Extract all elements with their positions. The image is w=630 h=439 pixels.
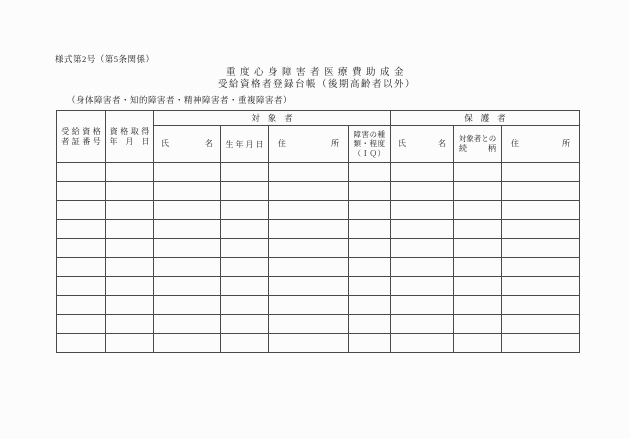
empty-cell (391, 182, 454, 201)
empty-cell (106, 220, 154, 239)
table-row (57, 220, 580, 239)
empty-cell (154, 315, 221, 334)
subtitle-disability-categories: （身体障害者・知的障害者・精神障害者・重複障害者） (67, 95, 293, 105)
empty-cell (106, 163, 154, 182)
table-header (57, 111, 580, 163)
empty-cell (391, 201, 454, 220)
empty-cell (154, 163, 221, 182)
empty-cell (269, 315, 349, 334)
header-cert-number-line1: 受給資格 (61, 126, 104, 136)
empty-cell (221, 296, 269, 315)
group-header-guardian: 保護者 (391, 111, 580, 126)
empty-cell (269, 239, 349, 258)
empty-cell (57, 182, 106, 201)
empty-cell (391, 315, 454, 334)
empty-cell (57, 296, 106, 315)
empty-cell (154, 182, 221, 201)
empty-cell (221, 239, 269, 258)
group-header-row (57, 111, 580, 126)
table-row (57, 315, 580, 334)
empty-cell (269, 163, 349, 182)
header-acquisition-line2: 年 月 日 (109, 136, 150, 146)
empty-cell (57, 163, 106, 182)
empty-cell (349, 163, 391, 182)
empty-cell (106, 277, 154, 296)
header-relation-line2: 続 柄 (459, 144, 497, 153)
empty-cell (349, 201, 391, 220)
header-cert-number (57, 111, 106, 163)
empty-cell (502, 220, 580, 239)
empty-cell (269, 277, 349, 296)
empty-cell (154, 201, 221, 220)
empty-cell (349, 334, 391, 353)
header-birth-date: 生年月日 (221, 126, 269, 163)
table-row (57, 201, 580, 220)
header-disability-type (349, 126, 391, 163)
empty-cell (106, 201, 154, 220)
table-row (57, 277, 580, 296)
header-guardian-address: 住 所 (502, 126, 580, 163)
table-row (57, 182, 580, 201)
empty-cell (391, 239, 454, 258)
empty-cell (269, 220, 349, 239)
empty-cell (391, 163, 454, 182)
empty-cell (154, 220, 221, 239)
empty-cell (154, 277, 221, 296)
empty-cell (502, 163, 580, 182)
empty-cell (502, 239, 580, 258)
empty-cell (349, 258, 391, 277)
table-body (57, 163, 580, 353)
group-header-target: 対象者 (154, 111, 391, 126)
header-target-address: 住 所 (269, 126, 349, 163)
empty-cell (57, 277, 106, 296)
empty-cell (349, 239, 391, 258)
empty-cell (57, 315, 106, 334)
empty-cell (502, 277, 580, 296)
empty-cell (391, 258, 454, 277)
registration-ledger-table (56, 110, 580, 353)
title-line-2: 受給資格者登録台帳（後期高齢者以外） (217, 80, 416, 90)
empty-cell (454, 201, 502, 220)
empty-cell (221, 315, 269, 334)
header-relation-line1: 対象者との (458, 134, 497, 143)
empty-cell (221, 334, 269, 353)
empty-cell (269, 258, 349, 277)
empty-cell (454, 239, 502, 258)
empty-cell (106, 258, 154, 277)
empty-cell (154, 296, 221, 315)
empty-cell (106, 239, 154, 258)
header-relation (454, 126, 502, 163)
empty-cell (106, 315, 154, 334)
empty-cell (349, 296, 391, 315)
empty-cell (221, 277, 269, 296)
empty-cell (269, 334, 349, 353)
empty-cell (106, 296, 154, 315)
empty-cell (454, 182, 502, 201)
empty-cell (269, 182, 349, 201)
empty-cell (154, 258, 221, 277)
empty-cell (269, 296, 349, 315)
empty-cell (221, 163, 269, 182)
empty-cell (221, 182, 269, 201)
empty-cell (454, 163, 502, 182)
empty-cell (454, 220, 502, 239)
empty-cell (454, 334, 502, 353)
header-target-name: 氏 名 (154, 126, 221, 163)
header-cert-number-line2: 者証番号 (61, 136, 104, 146)
table-row (57, 296, 580, 315)
table-row (57, 163, 580, 182)
header-acquisition-date (106, 111, 154, 163)
table-row (57, 334, 580, 353)
empty-cell (502, 258, 580, 277)
empty-cell (57, 220, 106, 239)
empty-cell (502, 296, 580, 315)
empty-cell (391, 296, 454, 315)
form-number-label: 様式第2号（第5条関係） (55, 54, 155, 64)
table-row (57, 239, 580, 258)
empty-cell (221, 258, 269, 277)
empty-cell (391, 334, 454, 353)
table-row (57, 258, 580, 277)
empty-cell (57, 258, 106, 277)
document-title (56, 67, 578, 91)
header-disability-line2: 類・程度 (353, 139, 386, 149)
empty-cell (349, 182, 391, 201)
empty-cell (349, 220, 391, 239)
empty-cell (154, 334, 221, 353)
header-disability-line1: 障害の種 (353, 129, 386, 139)
empty-cell (221, 201, 269, 220)
empty-cell (454, 296, 502, 315)
empty-cell (502, 182, 580, 201)
title-line-1: 重度心身障害者医療費助成金 (225, 68, 408, 78)
empty-cell (454, 315, 502, 334)
empty-cell (154, 239, 221, 258)
empty-cell (106, 182, 154, 201)
header-disability-line3: （ＩＱ） (353, 148, 386, 158)
empty-cell (106, 334, 154, 353)
header-guardian-name: 氏 名 (391, 126, 454, 163)
empty-cell (502, 334, 580, 353)
empty-cell (502, 201, 580, 220)
empty-cell (349, 277, 391, 296)
empty-cell (349, 315, 391, 334)
header-acquisition-line1: 資格取得 (109, 126, 152, 136)
empty-cell (454, 258, 502, 277)
empty-cell (57, 239, 106, 258)
empty-cell (391, 277, 454, 296)
empty-cell (391, 220, 454, 239)
empty-cell (269, 201, 349, 220)
empty-cell (454, 277, 502, 296)
empty-cell (57, 201, 106, 220)
empty-cell (221, 220, 269, 239)
empty-cell (57, 334, 106, 353)
empty-cell (502, 315, 580, 334)
